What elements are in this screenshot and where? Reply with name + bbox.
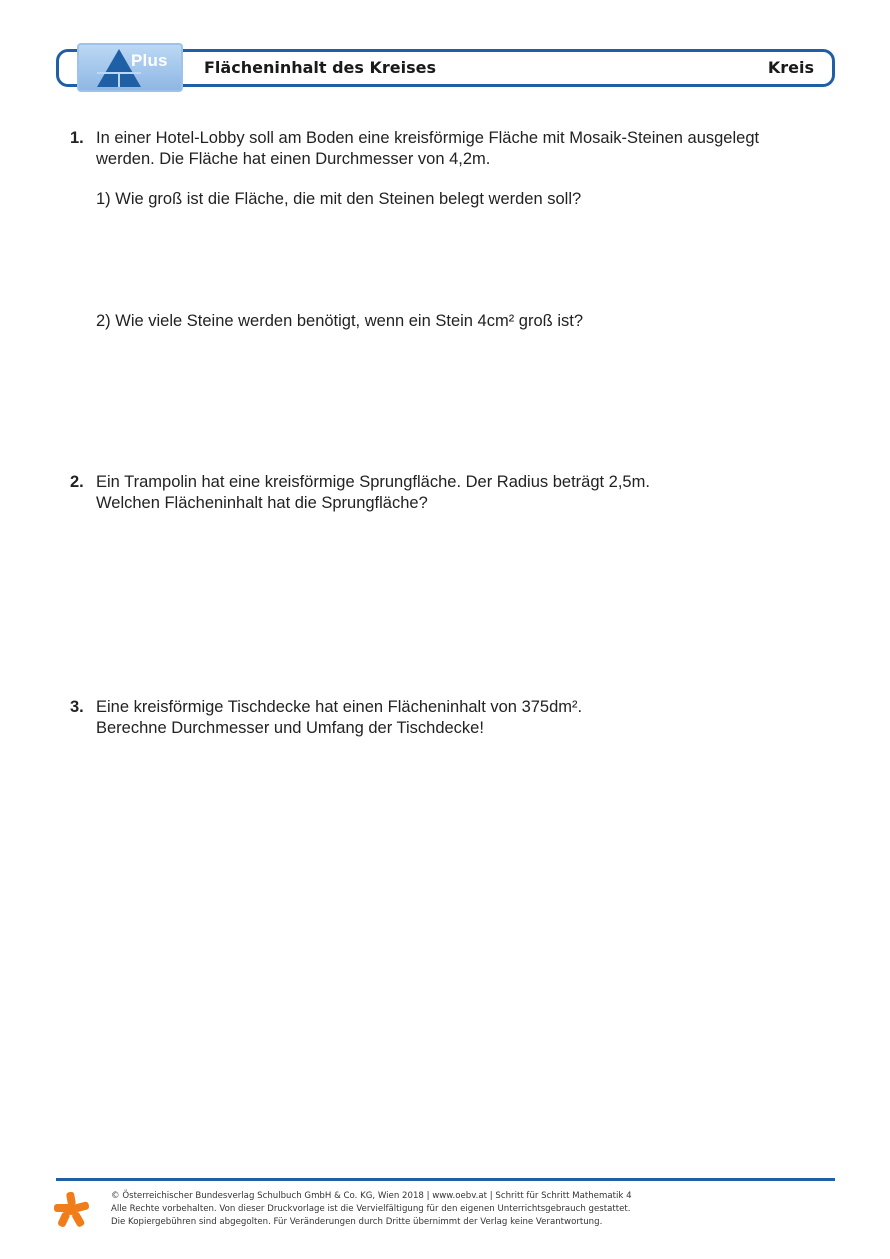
publisher-logo xyxy=(52,1190,92,1235)
task-text-line: Welchen Flächeninhalt hat die Sprungfläche? xyxy=(96,494,428,512)
footer-rule xyxy=(56,1178,835,1181)
logo-label: Plus xyxy=(131,51,168,70)
task-text-line: werden. Die Fläche hat einen Durchmesser von 4,2m. xyxy=(96,150,491,168)
footer-line: © Österreichischer Bundesverlag Schulbuch GmbH & Co. KG, Wien 2018 | www.oebv.at | Schritt für Schritt Mathematik 4 xyxy=(111,1191,632,1201)
task-number: 2. xyxy=(70,473,84,491)
footer-line: Die Kopiergebühren sind abgegolten. Für Veränderungen durch Dritte übernimmt der Verlag keine Verantwortung. xyxy=(111,1217,603,1227)
task-text-line: Berechne Durchmesser und Umfang der Tischdecke! xyxy=(96,719,484,737)
task-number: 1. xyxy=(70,129,84,147)
plus-logo xyxy=(77,43,183,92)
topic-label: Kreis xyxy=(767,58,814,77)
subquestion-2: 2) Wie viele Steine werden benötigt, wenn ein Stein 4cm² groß ist? xyxy=(96,312,583,330)
footer-copyright xyxy=(111,1190,632,1229)
publisher-star-icon xyxy=(52,1190,92,1230)
task-text-line: Eine kreisförmige Tischdecke hat einen Flächeninhalt von 375dm². xyxy=(96,698,583,716)
task-number: 3. xyxy=(70,698,84,716)
subquestion-1: 1) Wie groß ist die Fläche, die mit den Steinen belegt werden soll? xyxy=(96,190,582,208)
footer-line: Alle Rechte vorbehalten. Von dieser Druckvorlage ist die Vervielfältigung für den eigenen Unterrichtsgebrauch gestattet. xyxy=(111,1204,631,1214)
task-text-line: In einer Hotel-Lobby soll am Boden eine kreisförmige Fläche mit Mosaik-Steinen ausgelegt xyxy=(96,129,760,147)
page-title: Flächeninhalt des Kreises xyxy=(204,58,437,77)
task-text-line: Ein Trampolin hat eine kreisförmige Sprungfläche. Der Radius beträgt 2,5m. xyxy=(96,473,650,491)
